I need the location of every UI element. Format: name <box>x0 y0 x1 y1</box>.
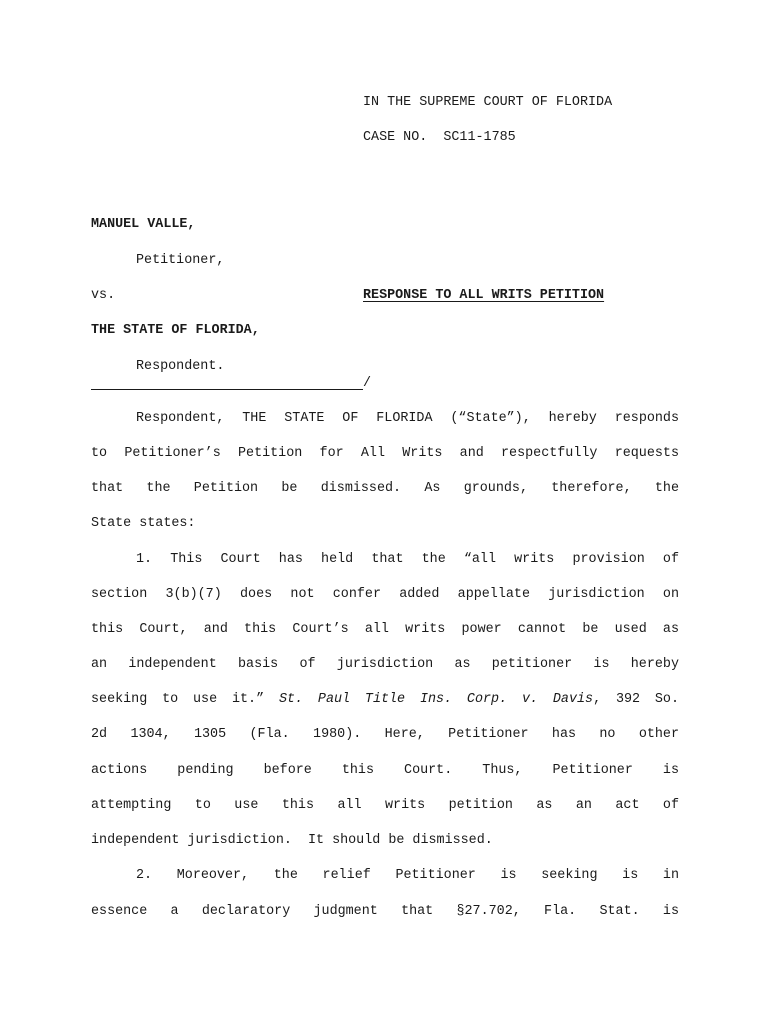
petitioner-name: MANUEL VALLE, <box>91 217 196 232</box>
para1-line-2: section 3(b)(7) does not confer added appellate jurisdiction on <box>91 587 679 602</box>
court-heading: IN THE SUPREME COURT OF FLORIDA <box>363 95 613 110</box>
para1-line-9: independent jurisdiction. It should be dismissed. <box>91 833 493 848</box>
para2-line-1: 2. Moreover, the relief Petitioner is seeking is in <box>136 868 679 883</box>
para1-line-5 <box>91 692 679 708</box>
case-number: CASE NO. SC11-1785 <box>363 130 516 145</box>
intro-line-1: Respondent, THE STATE OF FLORIDA (“State”), hereby responds <box>136 411 679 426</box>
respondent-role: Respondent. <box>136 359 225 374</box>
respondent-name: THE STATE OF FLORIDA, <box>91 323 260 338</box>
para1-line-7: actions pending before this Court. Thus, Petitioner is <box>91 763 679 778</box>
para1-line-4: an independent basis of jurisdiction as petitioner is hereby <box>91 657 679 672</box>
para1-line-5-text: seeking to use it.” <box>91 692 279 707</box>
para1-line-8: attempting to use this all writs petition as an act of <box>91 798 679 813</box>
intro-line-2: to Petitioner’s Petition for All Writs and respectfully requests <box>91 446 679 461</box>
intro-line-3: that the Petition be dismissed. As grounds, therefore, the <box>91 481 679 496</box>
versus-label: vs. <box>91 288 116 303</box>
document-title: RESPONSE TO ALL WRITS PETITION <box>363 288 605 303</box>
para1-line-6: 2d 1304, 1305 (Fla. 1980). Here, Petitioner has no other <box>91 727 679 742</box>
para2-line-2: essence a declaratory judgment that §27.702, Fla. Stat. is <box>91 904 679 919</box>
caption-signature-line <box>91 389 363 390</box>
para1-line-5-tail: , 392 So. <box>593 692 680 707</box>
intro-line-4: State states: <box>91 516 196 531</box>
case-citation: St. Paul Title Ins. Corp. v. Davis <box>278 692 594 707</box>
caption-slash: / <box>363 376 372 391</box>
para1-line-1: 1. This Court has held that the “all writs provision of <box>136 552 679 567</box>
para1-line-3: this Court, and this Court’s all writs power cannot be used as <box>91 622 679 637</box>
petitioner-role: Petitioner, <box>136 253 225 268</box>
